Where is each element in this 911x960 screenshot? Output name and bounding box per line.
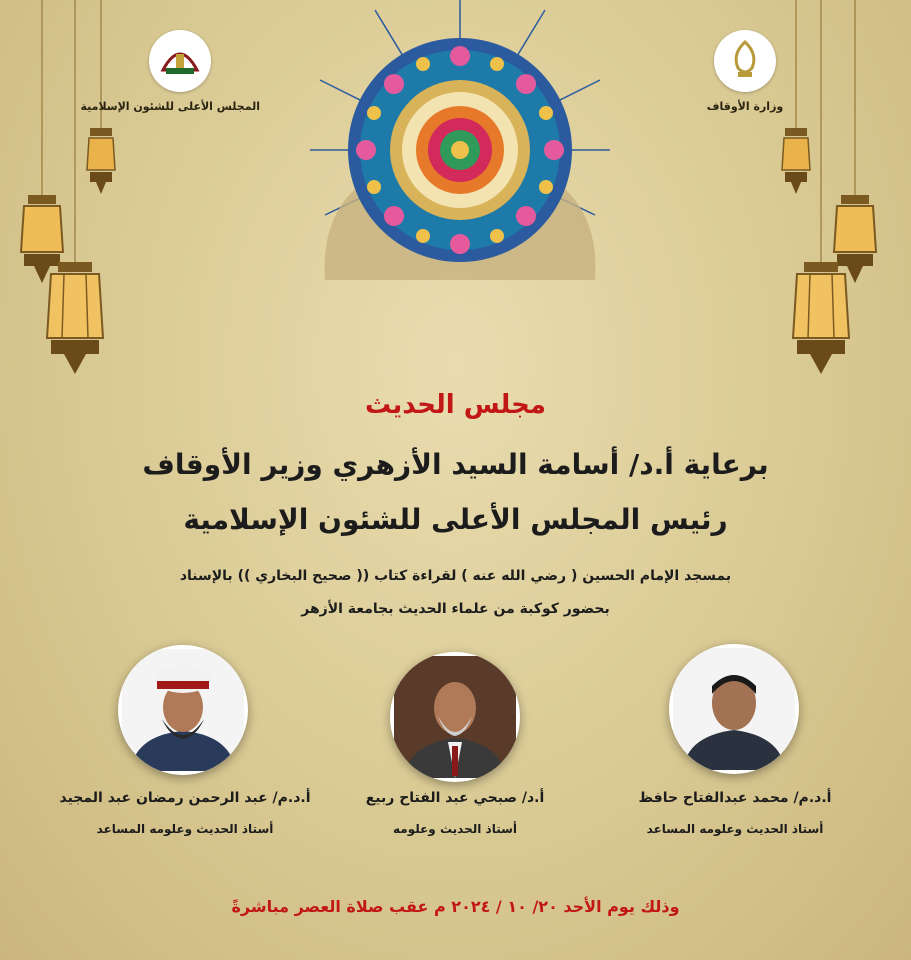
lantern-icon	[44, 0, 106, 375]
description-line-1: بمسجد الإمام الحسين ( رضي الله عنه ) لقراءة كتاب (( صحيح البخاري )) بالإسناد	[179, 568, 732, 584]
speaker-title: أستاذ الحديث وعلومه المساعد	[96, 822, 274, 836]
event-title: مجلس الحديث	[365, 390, 546, 420]
awqaf-ministry-label: وزارة الأوقاف	[706, 100, 784, 113]
speaker-title: أستاذ الحديث وعلومه	[392, 822, 518, 836]
awqaf-ministry-logo	[690, 30, 800, 113]
speaker-portrait-icon	[673, 648, 795, 770]
supreme-council-label: المجلس الأعلى للشئون الإسلامية	[80, 100, 260, 113]
awqaf-emblem-icon	[714, 30, 776, 92]
council-line: رئيس المجلس الأعلى للشئون الإسلامية	[183, 503, 728, 536]
speaker-name: أ.د.م/ عبد الرحمن رمضان عبد المجيد	[59, 790, 311, 806]
description-line-2: بحضور كوكبة من علماء الحديث بجامعة الأزهر	[301, 601, 610, 617]
speaker-photo	[390, 652, 520, 782]
speaker-photo	[118, 645, 248, 775]
speaker-portrait-icon	[122, 649, 244, 771]
event-date-line: وذلك يوم الأحد ٢٠/ ١٠ / ٢٠٢٤ م عقب صلاة العصر مباشرةً	[231, 897, 680, 916]
speaker-title: أستاذ الحديث وعلومه المساعد	[646, 822, 824, 836]
supreme-council-logo	[80, 30, 260, 113]
speaker-portrait-icon	[394, 656, 516, 778]
speaker-name: أ.د.م/ محمد عبدالفتاح حافظ	[638, 790, 832, 806]
speaker-photo	[669, 644, 799, 774]
mosque-mandala-icon	[300, 0, 620, 310]
speaker-name: أ.د/ صبحي عبد الفتاح ربيع	[365, 790, 545, 806]
patronage-line: برعاية أ.د/ أسامة السيد الأزهري وزير الأوقاف	[142, 448, 769, 481]
supreme-council-emblem-icon	[149, 30, 211, 92]
